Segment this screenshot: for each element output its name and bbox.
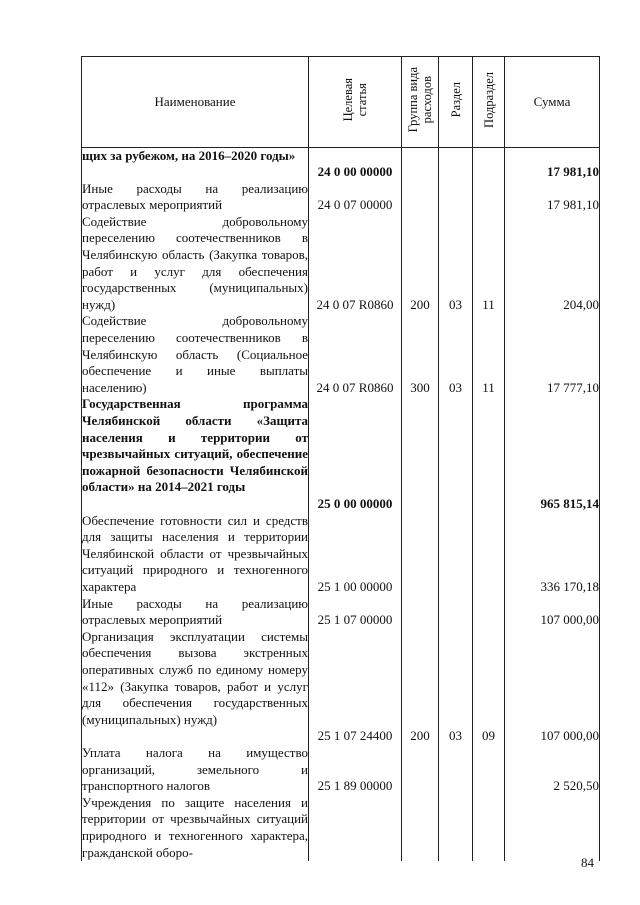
row-sum: 965 815,14 bbox=[505, 396, 600, 512]
row-subsection bbox=[473, 181, 505, 214]
row-expense-group bbox=[402, 596, 439, 629]
header-section: Раздел bbox=[439, 57, 473, 148]
row-name: Учреждения по защите населения и территории от чрезвычайных ситуаций природного и техногенного характера, гражданской оборо- bbox=[82, 794, 308, 860]
row-subsection bbox=[473, 745, 505, 795]
row-sum bbox=[505, 795, 600, 861]
row-subsection bbox=[473, 513, 505, 596]
page-number: 84 bbox=[581, 855, 594, 870]
row-sum: 17 777,10 bbox=[505, 313, 600, 396]
header-target-article: Целевая статья bbox=[309, 57, 402, 148]
row-sum: 17 981,10 bbox=[505, 148, 600, 181]
table-row bbox=[82, 513, 600, 596]
row-target-article: 25 1 89 00000 bbox=[309, 745, 402, 795]
row-section bbox=[439, 745, 473, 795]
row-section bbox=[439, 795, 473, 861]
table-row bbox=[82, 629, 600, 745]
row-section bbox=[439, 181, 473, 214]
row-subsection bbox=[473, 396, 505, 512]
header-expense-group: Группа вида расходов bbox=[402, 57, 439, 148]
row-target-article: 24 0 07 R0860 bbox=[309, 313, 402, 396]
row-target-article bbox=[309, 795, 402, 861]
row-section bbox=[439, 396, 473, 512]
row-section: 03 bbox=[439, 214, 473, 314]
row-expense-group: 200 bbox=[402, 214, 439, 314]
row-sum: 2 520,50 bbox=[505, 745, 600, 795]
row-subsection bbox=[473, 795, 505, 861]
table-row bbox=[82, 596, 600, 629]
row-subsection bbox=[473, 596, 505, 629]
row-target-article: 25 1 00 00000 bbox=[309, 513, 402, 596]
row-expense-group bbox=[402, 795, 439, 861]
table-row bbox=[82, 313, 600, 396]
row-subsection: 11 bbox=[473, 313, 505, 396]
row-sum: 336 170,18 bbox=[505, 513, 600, 596]
row-name: щих за рубежом, на 2016–2020 годы» bbox=[82, 148, 309, 181]
row-subsection bbox=[473, 148, 505, 181]
row-name: Иные расходы на реализацию отраслевых мероприятий bbox=[82, 595, 308, 628]
row-target-article: 25 1 07 00000 bbox=[309, 596, 402, 629]
row-subsection: 09 bbox=[473, 629, 505, 745]
row-target-article: 24 0 07 00000 bbox=[309, 181, 402, 214]
budget-table bbox=[81, 56, 600, 861]
row-name: Государственная программа Челябинской области «Защита населения и территории от чрезвычайных ситуаций, обеспечение пожарной безопасности Челябинской области» на 2014–2021 годы bbox=[82, 396, 309, 512]
row-sum: 107 000,00 bbox=[505, 596, 600, 629]
header-subsection: Подраздел bbox=[473, 57, 505, 148]
row-target-article: 25 1 07 24400 bbox=[309, 629, 402, 745]
row-section: 03 bbox=[439, 313, 473, 396]
row-expense-group bbox=[402, 181, 439, 214]
table-row bbox=[82, 396, 600, 512]
header-sum: Сумма bbox=[505, 57, 600, 148]
table-row bbox=[82, 214, 600, 314]
row-section bbox=[439, 148, 473, 181]
table-row bbox=[82, 181, 600, 214]
row-target-article: 25 0 00 00000 bbox=[309, 396, 402, 512]
row-expense-group: 300 bbox=[402, 313, 439, 396]
row-expense-group bbox=[402, 396, 439, 512]
row-expense-group bbox=[402, 148, 439, 181]
table-header-row bbox=[82, 57, 600, 148]
row-expense-group bbox=[402, 745, 439, 795]
row-name: Содействие добровольному переселению соотечественников в Челябинскую область (Социальное обеспечение и иные выплаты населению) bbox=[82, 313, 308, 395]
row-sum: 204,00 bbox=[505, 214, 600, 314]
table-row bbox=[82, 795, 600, 861]
row-section: 03 bbox=[439, 629, 473, 745]
row-name: Содействие добровольному переселению соотечественников в Челябинскую область (Закупка товаров, работ и услуг для обеспечения государственных (муниципальных) нужд) bbox=[82, 213, 308, 312]
row-name: Организация эксплуатации системы обеспечения вызова экстренных оперативных служб по единому номеру «112» (Закупка товаров, работ и услуг для обеспечения государственных (муниципальных) нужд) bbox=[82, 629, 309, 745]
row-sum: 107 000,00 bbox=[505, 629, 600, 745]
row-section bbox=[439, 513, 473, 596]
row-name: Обеспечение готовности сил и средств для защиты населения и территории Челябинской области от чрезвычайных ситуаций природного и техногенного характера bbox=[82, 512, 308, 595]
row-name: Уплата налога на имущество организаций, земельного и транспортного налогов bbox=[82, 745, 308, 794]
header-name: Наименование bbox=[82, 57, 309, 148]
table-row bbox=[82, 148, 600, 181]
row-sum: 17 981,10 bbox=[505, 181, 600, 214]
table-row bbox=[82, 745, 600, 795]
row-name: Иные расходы на реализацию отраслевых мероприятий bbox=[82, 180, 308, 213]
row-expense-group: 200 bbox=[402, 629, 439, 745]
row-target-article: 24 0 00 00000 bbox=[309, 148, 402, 181]
row-target-article: 24 0 07 R0860 bbox=[309, 214, 402, 314]
row-subsection: 11 bbox=[473, 214, 505, 314]
row-expense-group bbox=[402, 513, 439, 596]
row-section bbox=[439, 596, 473, 629]
